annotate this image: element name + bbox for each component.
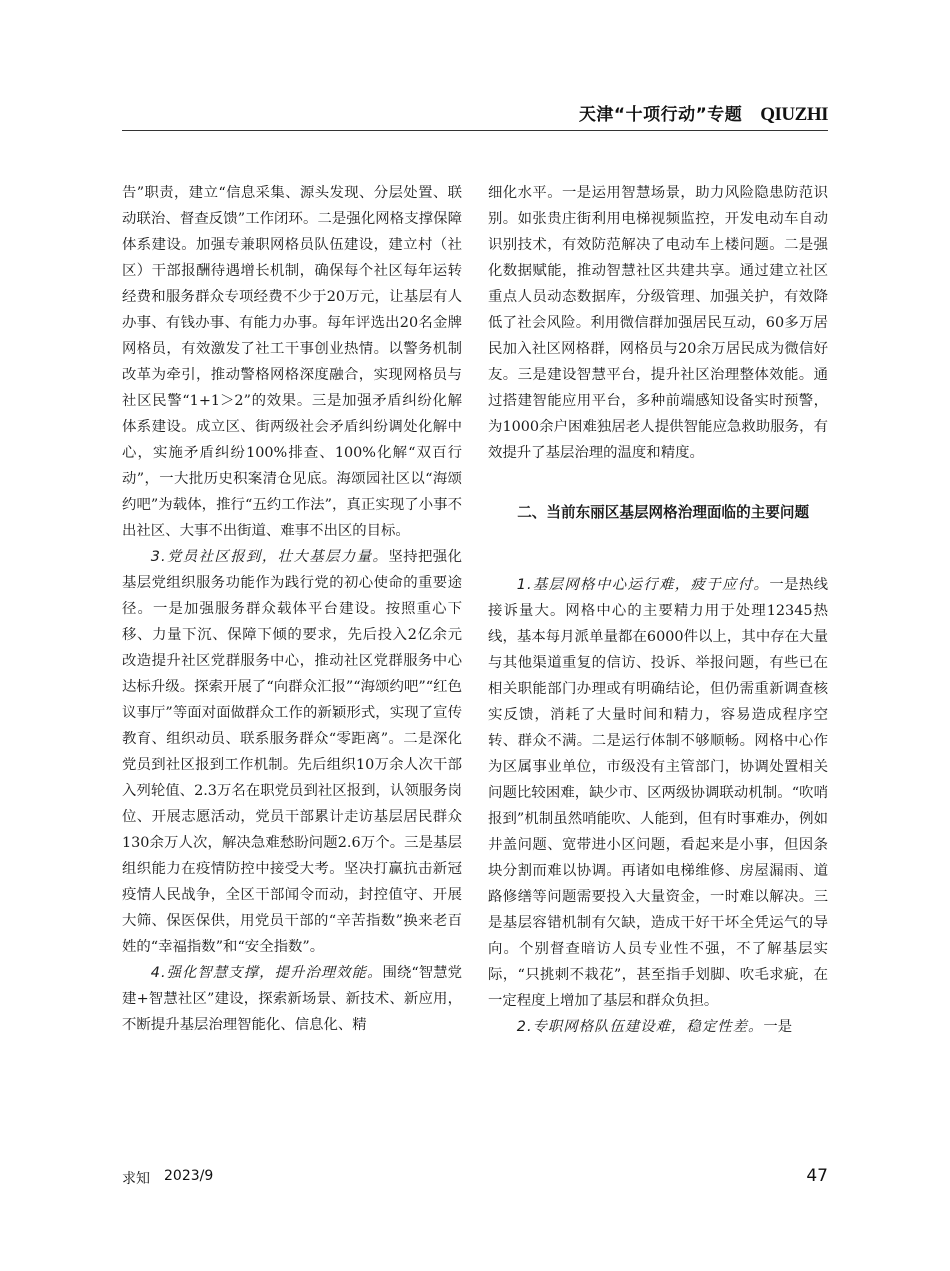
- paragraph: 告”职责，建立“信息采集、源头发现、分层处置、联动联治、督查反馈”工作闭环。二是强化网格支撑保障体系建设。加强专兼职网格员队伍建设，建立村（社区）干部报酬待遇增长机制，确保每个社区每年运转经费和服务群众专项经费不少于20万元，让基层有人办事、有钱办事、有能力办事。每年评选出20名金牌网格员，有效激发了社工干事创业热情。以警务机制改革为牵引，推动警格网格深度融合，实现网格员与社区民警“1+1＞2”的效果。三是加强矛盾纠纷化解体系建设。成立区、街两级社会矛盾纠纷调处化解中心，实施矛盾纠纷100%排查、100%化解“双百行动”，一大批历史积案清仓见底。海颂园社区以“海颂约吧”为载体，推行“五约工作法”，真正实现了小事不出社区、大事不出街道、难事不出区的目标。: [122, 185, 462, 539]
- paragraph-heading: 1.基层网格中心运行难，疲于应付。: [516, 577, 770, 593]
- paragraph-body: 一是热线接诉量大。网格中心的主要精力用于处理12345热线，基本每月派单量都在6000件以上，其中存在大量与其他渠道重复的信访、投诉、举报问题，有些已在相关职能部门办理或有明确结论，但仍需重新调查核实反馈，消耗了大量时间和精力，容易造成程序空转、群众不满。二是运行体制不够顺畅。网格中心作为区属事业单位，市级没有主管部门，协调处置相关问题比较困难，缺少市、区两级协调联动机制。“吹哨报到”机制虽然哨能吹、人能到，但有时事难办，例如井盖问题、宽带进小区问题，看起来是小事，但因条块分割而难以协调。再诸如电梯维修、房屋漏雨、道路修缮等问题需要投入大量资金，一时难以解决。三是基层容错机制有欠缺，造成干好干坏全凭运气的导向。个别督查暗访人员专业性不强，不了解基层实际，“只挑刺不栽花”，甚至指手划脚、吹毛求疵，在一定程度上增加了基层和群众负担。: [488, 577, 828, 1009]
- page-number: 47: [806, 1166, 828, 1186]
- header-rule: [122, 130, 828, 131]
- paragraph-heading: 4.强化智慧支撑，提升治理效能。: [150, 965, 383, 981]
- section-heading: 二、当前东丽区基层网格治理面临的主要问题: [517, 504, 810, 521]
- journal-brand: QIUZHI: [760, 104, 828, 125]
- journal-name: 求知: [122, 1171, 150, 1187]
- paragraph-body: 坚持把强化基层党组织服务功能作为践行党的初心使命的重要途径。一是加强服务群众载体平台建设。按照重心下移、力量下沉、保障下倾的要求，先后投入2亿余元改造提升社区党群服务中心，推动社区党群服务中心达标升级。探索开展了“向群众汇报”“海颂约吧”“红色议事厅”等面对面做群众工作的新颖形式，实现了宣传教育、组织动员、联系服务群众“零距离”。二是深化党员到社区报到工作机制。先后组织10万余人次干部入列轮值、2.3万名在职党员到社区报到，认领服务岗位、开展志愿活动，党员干部累计走访基层居民群众130余万人次，解决急难愁盼问题2.6万个。三是基层组织能力在疫情防控中接受大考。坚决打赢抗击新冠疫情人民战争，全区干部闻令而动，封控值守、开展大筛、保医保供，用党员干部的“辛苦指数”换来老百姓的“幸福指数”和“安全指数”。: [122, 549, 462, 955]
- section-title: 天津“十项行动”专题: [578, 105, 743, 125]
- paragraph-body: 一是: [763, 1019, 793, 1035]
- left-column: [122, 180, 462, 1038]
- paragraph-body: 围绕“智慧党建+智慧社区”建设，探索新场景、新技术、新应用，不断提升基层治理智能化、信息化、精: [122, 965, 462, 1033]
- issue-number: 2023/9: [164, 1168, 214, 1184]
- paragraph: [488, 572, 828, 1014]
- paragraph-heading: 2.专职网格队伍建设难，稳定性差。: [516, 1019, 764, 1035]
- right-column: [488, 180, 828, 1040]
- running-header: [579, 100, 828, 126]
- paragraph-heading: 3.党员社区报到，壮大基层力量。: [150, 549, 389, 565]
- paragraph: 细化水平。一是运用智慧场景，助力风险隐患防范识别。如张贵庄街利用电梯视频监控，开发电动车自动识别技术，有效防范解决了电动车上楼问题。二是强化数据赋能，推动智慧社区共建共享。通过建立社区重点人员动态数据库，分级管理、加强关护，有效降低了社会风险。利用微信群加强居民互动，60多万居民加入社区网格群，网格员与20余万居民成为微信好友。三是建设智慧平台，提升社区治理整体效能。通过搭建智能应用平台，多种前端感知设备实时预警，为1000余户困难独居老人提供智能应急救助服务，有效提升了基层治理的温度和精度。: [488, 185, 828, 461]
- paragraph: [122, 960, 462, 1038]
- paragraph: [122, 544, 462, 960]
- footer-journal-info: [122, 1168, 213, 1188]
- paragraph: [488, 1014, 828, 1040]
